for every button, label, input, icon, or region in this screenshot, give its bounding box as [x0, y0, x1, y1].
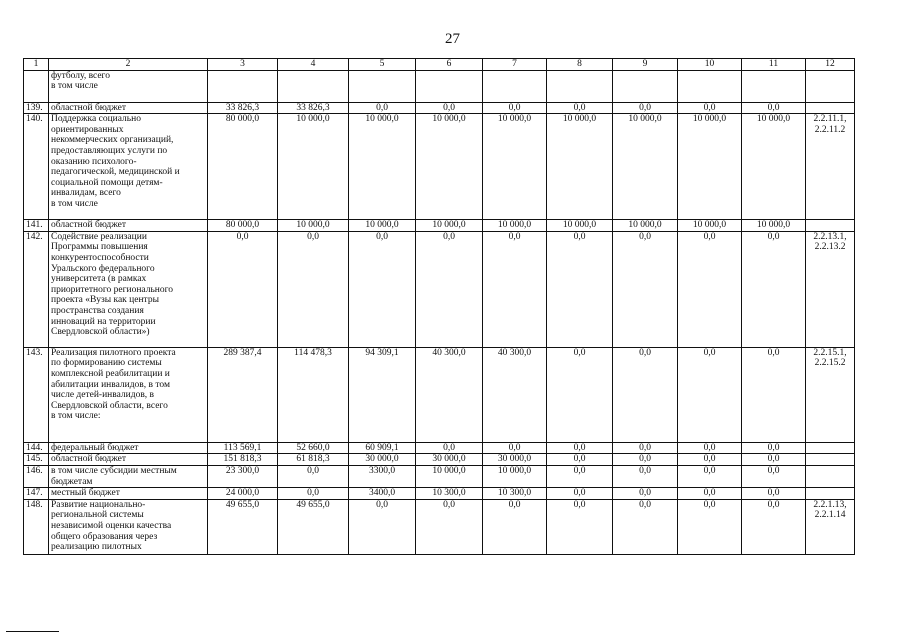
table-row: [24, 70, 855, 102]
table-row: [24, 102, 855, 114]
value-cell: 0,0: [208, 231, 278, 347]
value-cell: 0,0: [547, 499, 613, 554]
column-header: 1: [24, 59, 49, 71]
value-cell: 0,0: [742, 499, 806, 554]
value-cell: 0,0: [678, 102, 742, 114]
column-header: 12: [806, 59, 855, 71]
reference-cell: [806, 220, 855, 232]
value-cell: 0,0: [547, 454, 613, 466]
row-number: 139.: [24, 102, 49, 114]
value-cell: [547, 70, 613, 102]
row-description: Содействие реализации Программы повышения конкурентоспособности Уральского федерального университета (в рамках приоритетного регионального проекта «Вузы как центры пространства создания инноваций на территории Свердловской области»): [49, 231, 208, 347]
row-number: 141.: [24, 220, 49, 232]
row-description: Поддержка социально ориентированных некоммерческих организаций, предоставляющих услуги по оказанию психолого- педагогической, медицинской и социальной помощи детям- инвалидам, всего в том числе: [49, 114, 208, 220]
value-cell: 10 000,0: [613, 220, 678, 232]
value-cell: 0,0: [349, 102, 416, 114]
row-description: областной бюджет: [49, 220, 208, 232]
column-header: 11: [742, 59, 806, 71]
value-cell: 0,0: [278, 488, 349, 500]
value-cell: 0,0: [742, 347, 806, 442]
row-number: 147.: [24, 488, 49, 500]
value-cell: 114 478,3: [278, 347, 349, 442]
row-description: в том числе субсидии местным бюджетам: [49, 465, 208, 487]
row-description: Развитие национально- региональной системы независимой оценки качества общего образования через реализацию пилотных: [49, 499, 208, 554]
value-cell: 151 818,3: [208, 454, 278, 466]
value-cell: 40 300,0: [416, 347, 483, 442]
row-number: 148.: [24, 499, 49, 554]
value-cell: 0,0: [547, 102, 613, 114]
value-cell: 0,0: [349, 499, 416, 554]
value-cell: 49 655,0: [208, 499, 278, 554]
value-cell: 0,0: [742, 454, 806, 466]
value-cell: 33 826,3: [278, 102, 349, 114]
value-cell: 0,0: [678, 442, 742, 454]
row-description: Реализация пилотного проекта по формированию системы комплексной реабилитации и абилитации инвалидов, в том числе детей-инвалидов, в Свердловской области, всего в том числе:: [49, 347, 208, 442]
reference-cell: [806, 488, 855, 500]
column-header: 6: [416, 59, 483, 71]
footnote-divider: [6, 631, 59, 632]
column-header: 5: [349, 59, 416, 71]
value-cell: 10 000,0: [416, 114, 483, 220]
value-cell: 24 000,0: [208, 488, 278, 500]
value-cell: 10 000,0: [678, 114, 742, 220]
row-number: [24, 70, 49, 102]
value-cell: 0,0: [416, 499, 483, 554]
value-cell: 0,0: [678, 499, 742, 554]
column-header: 3: [208, 59, 278, 71]
value-cell: [483, 70, 547, 102]
table-row: [24, 347, 855, 442]
value-cell: 10 000,0: [349, 220, 416, 232]
row-number: 143.: [24, 347, 49, 442]
table-row: [24, 220, 855, 232]
row-number: 144.: [24, 442, 49, 454]
reference-cell: 2.2.15.1, 2.2.15.2: [806, 347, 855, 442]
value-cell: [742, 70, 806, 102]
value-cell: 0,0: [547, 442, 613, 454]
row-number: 142.: [24, 231, 49, 347]
value-cell: 30 000,0: [416, 454, 483, 466]
value-cell: 52 660,0: [278, 442, 349, 454]
value-cell: [278, 70, 349, 102]
value-cell: 10 000,0: [613, 114, 678, 220]
column-header: 8: [547, 59, 613, 71]
value-cell: [416, 70, 483, 102]
column-header: 10: [678, 59, 742, 71]
value-cell: 0,0: [742, 102, 806, 114]
value-cell: 0,0: [547, 488, 613, 500]
budget-table: [23, 58, 855, 555]
value-cell: 0,0: [742, 488, 806, 500]
value-cell: 0,0: [678, 347, 742, 442]
value-cell: 0,0: [613, 231, 678, 347]
reference-cell: [806, 102, 855, 114]
value-cell: 0,0: [613, 454, 678, 466]
value-cell: 0,0: [483, 102, 547, 114]
column-header: 7: [483, 59, 547, 71]
value-cell: 10 000,0: [416, 465, 483, 487]
value-cell: 10 000,0: [547, 114, 613, 220]
table-row: [24, 488, 855, 500]
value-cell: 3400,0: [349, 488, 416, 500]
column-header: 4: [278, 59, 349, 71]
value-cell: 10 000,0: [349, 114, 416, 220]
value-cell: 0,0: [416, 231, 483, 347]
value-cell: 0,0: [742, 231, 806, 347]
value-cell: 0,0: [613, 102, 678, 114]
value-cell: 33 826,3: [208, 102, 278, 114]
value-cell: 0,0: [613, 465, 678, 487]
value-cell: 10 300,0: [483, 488, 547, 500]
page-number: 27: [445, 31, 460, 47]
value-cell: 0,0: [613, 499, 678, 554]
value-cell: 0,0: [349, 231, 416, 347]
value-cell: 10 000,0: [278, 114, 349, 220]
value-cell: 0,0: [547, 347, 613, 442]
column-header: 2: [49, 59, 208, 71]
reference-cell: [806, 442, 855, 454]
reference-cell: 2.2.13.1, 2.2.13.2: [806, 231, 855, 347]
value-cell: 80 000,0: [208, 220, 278, 232]
value-cell: 0,0: [483, 499, 547, 554]
value-cell: 60 909,1: [349, 442, 416, 454]
table-row: [24, 231, 855, 347]
value-cell: 0,0: [613, 442, 678, 454]
value-cell: 0,0: [547, 231, 613, 347]
value-cell: 289 387,4: [208, 347, 278, 442]
value-cell: 0,0: [678, 454, 742, 466]
value-cell: [208, 70, 278, 102]
value-cell: 10 000,0: [416, 220, 483, 232]
value-cell: 94 309,1: [349, 347, 416, 442]
table-body: [24, 70, 855, 554]
reference-cell: [806, 465, 855, 487]
value-cell: 49 655,0: [278, 499, 349, 554]
row-number: 145.: [24, 454, 49, 466]
value-cell: [678, 70, 742, 102]
row-number: 146.: [24, 465, 49, 487]
table-row: [24, 465, 855, 487]
value-cell: 10 000,0: [483, 114, 547, 220]
value-cell: 10 000,0: [278, 220, 349, 232]
value-cell: 10 000,0: [547, 220, 613, 232]
value-cell: [613, 70, 678, 102]
value-cell: 0,0: [416, 442, 483, 454]
reference-cell: [806, 454, 855, 466]
value-cell: 0,0: [678, 465, 742, 487]
row-description: областной бюджет: [49, 102, 208, 114]
reference-cell: 2.2.11.1, 2.2.11.2: [806, 114, 855, 220]
reference-cell: [806, 70, 855, 102]
row-description: областной бюджет: [49, 454, 208, 466]
table-row: [24, 442, 855, 454]
row-number: 140.: [24, 114, 49, 220]
value-cell: 23 300,0: [208, 465, 278, 487]
value-cell: 10 300,0: [416, 488, 483, 500]
value-cell: 0,0: [483, 442, 547, 454]
value-cell: 0,0: [547, 465, 613, 487]
value-cell: 61 818,3: [278, 454, 349, 466]
value-cell: 0,0: [678, 488, 742, 500]
row-description: федеральный бюджет: [49, 442, 208, 454]
value-cell: 10 000,0: [742, 114, 806, 220]
table-row: [24, 454, 855, 466]
value-cell: 3300,0: [349, 465, 416, 487]
value-cell: 0,0: [678, 231, 742, 347]
value-cell: 0,0: [613, 488, 678, 500]
value-cell: 113 569,1: [208, 442, 278, 454]
value-cell: 30 000,0: [483, 454, 547, 466]
value-cell: 0,0: [742, 442, 806, 454]
value-cell: 80 000,0: [208, 114, 278, 220]
value-cell: 30 000,0: [349, 454, 416, 466]
value-cell: 0,0: [613, 347, 678, 442]
value-cell: 0,0: [278, 231, 349, 347]
value-cell: 0,0: [742, 465, 806, 487]
value-cell: 0,0: [483, 231, 547, 347]
column-header: 9: [613, 59, 678, 71]
table-row: [24, 114, 855, 220]
value-cell: 40 300,0: [483, 347, 547, 442]
value-cell: 10 000,0: [483, 220, 547, 232]
value-cell: 10 000,0: [678, 220, 742, 232]
row-description: футболу, всего в том числе: [49, 70, 208, 102]
column-number-row: [24, 59, 855, 71]
value-cell: 0,0: [416, 102, 483, 114]
value-cell: 10 000,0: [483, 465, 547, 487]
row-description: местный бюджет: [49, 488, 208, 500]
value-cell: 0,0: [278, 465, 349, 487]
value-cell: 10 000,0: [742, 220, 806, 232]
value-cell: [349, 70, 416, 102]
reference-cell: 2.2.1.13, 2.2.1.14: [806, 499, 855, 554]
table-row: [24, 499, 855, 554]
